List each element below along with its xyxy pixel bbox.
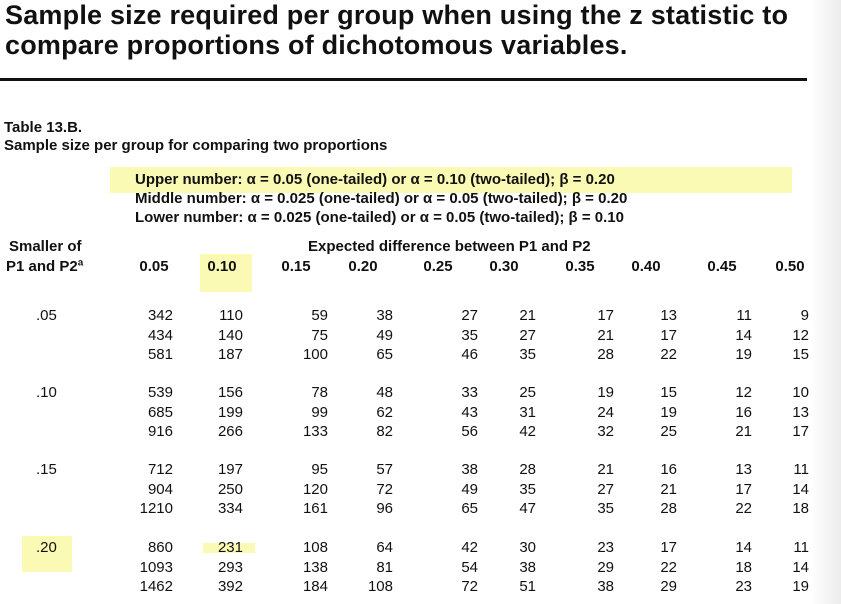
table-cell: 27: [597, 480, 614, 498]
table-cell: 96: [376, 500, 393, 517]
table-cell: 14: [792, 558, 809, 576]
table-cell: 51: [519, 578, 536, 595]
table-cell: 47: [519, 500, 536, 517]
table-cell: 28: [519, 461, 536, 478]
table-cell: 9: [800, 307, 809, 324]
table-cell: 22: [735, 500, 752, 517]
table-cell: 64: [376, 539, 393, 556]
table-cell: 266: [217, 423, 243, 440]
table-cell: 11: [793, 539, 809, 556]
table-cell: 99: [311, 403, 328, 421]
column-header: 0.50: [775, 258, 805, 275]
column-header: 0.25: [423, 258, 453, 275]
column-header: 0.45: [707, 258, 737, 275]
table-caption: Sample size per group for comparing two proportions: [4, 137, 388, 154]
table-cell: 27: [519, 326, 536, 344]
table-cell: 59: [311, 307, 328, 324]
table-cell: 904: [147, 480, 173, 498]
table-cell: 712: [147, 461, 173, 478]
table-cell: 161: [302, 500, 328, 517]
table-cell: 19: [597, 384, 614, 401]
table-cell: 23: [597, 539, 614, 556]
row-label: .20: [36, 539, 57, 556]
table-cell: 197: [217, 461, 243, 478]
table-cell: 199: [217, 403, 243, 421]
table-cell: 19: [735, 346, 752, 363]
table-cell: 342: [147, 307, 173, 324]
table-cell: 12: [735, 384, 752, 401]
table-cell: 29: [660, 578, 677, 595]
table-cell: 231: [217, 539, 243, 556]
column-group-header: Expected difference between P1 and P2: [308, 238, 591, 255]
table-cell: 95: [311, 461, 328, 478]
column-header: 0.40: [631, 258, 661, 275]
table-cell: 156: [217, 384, 243, 401]
table-cell: 29: [597, 558, 614, 576]
row-label: .15: [36, 461, 57, 478]
table-cell: 17: [660, 326, 677, 344]
row-label: .05: [36, 307, 57, 324]
table-cell: 14: [792, 480, 809, 498]
legend-lower: Lower number: α = 0.025 (one-tailed) or α = 0.05 (two-tailed); β = 0.10: [135, 209, 624, 226]
table-cell: 21: [597, 461, 614, 478]
table-cell: 14: [735, 539, 752, 556]
table-cell: 38: [461, 461, 478, 478]
table-cell: 15: [792, 346, 809, 363]
column-header: 0.35: [565, 258, 595, 275]
table-cell: 916: [147, 423, 173, 440]
table-cell: 17: [735, 480, 752, 498]
table-cell: 17: [660, 539, 677, 556]
table-cell: 108: [302, 539, 328, 556]
table-cell: 49: [376, 326, 393, 344]
table-cell: 1093: [139, 558, 173, 576]
table-cell: 27: [461, 307, 478, 324]
table-cell: 685: [147, 403, 173, 421]
table-cell: 110: [219, 307, 243, 324]
table-cell: 35: [519, 346, 536, 363]
table-cell: 133: [302, 423, 328, 440]
page-title: [5, 0, 788, 60]
table-cell: 392: [217, 578, 243, 595]
table-cell: 42: [519, 423, 536, 440]
table-cell: 434: [147, 326, 173, 344]
column-header: 0.15: [281, 258, 311, 275]
table-cell: 38: [376, 307, 393, 324]
table-cell: 78: [311, 384, 328, 401]
table-cell: 10: [792, 384, 809, 401]
table-cell: 16: [660, 461, 677, 478]
column-header: 0.20: [348, 258, 378, 275]
table-cell: 11: [736, 307, 752, 324]
table-cell: 31: [519, 403, 536, 421]
page-edge-shadow: [811, 0, 841, 604]
title-line-2: compare proportions of dichotomous variables.: [5, 30, 628, 60]
table-cell: 62: [376, 403, 393, 421]
table-cell: 38: [519, 558, 536, 576]
table-cell: 65: [461, 500, 478, 517]
row-header-line-2: P1 and P2ª: [6, 258, 84, 275]
table-cell: 1462: [139, 578, 173, 595]
table-cell: 81: [376, 558, 393, 576]
table-cell: 581: [147, 346, 173, 363]
table-cell: 30: [519, 539, 536, 556]
legend-middle: Middle number: α = 0.025 (one-tailed) or α = 0.05 (two-tailed); β = 0.20: [135, 190, 628, 207]
table-cell: 32: [597, 423, 614, 440]
table-cell: 860: [147, 539, 173, 556]
table-cell: 14: [735, 326, 752, 344]
table-cell: 18: [792, 500, 809, 517]
table-cell: 140: [217, 326, 243, 344]
table-cell: 11: [793, 461, 809, 478]
table-cell: 56: [461, 423, 478, 440]
table-cell: 72: [376, 480, 393, 498]
table-cell: 43: [461, 403, 478, 421]
table-cell: 13: [660, 307, 677, 324]
table-cell: 18: [735, 558, 752, 576]
table-cell: 17: [597, 307, 614, 324]
table-cell: 19: [660, 403, 677, 421]
table-cell: 57: [376, 461, 393, 478]
table-cell: 65: [376, 346, 393, 363]
table-cell: 82: [376, 423, 393, 440]
table-cell: 28: [660, 500, 677, 517]
table-cell: 35: [519, 480, 536, 498]
row-label: .10: [36, 384, 57, 401]
table-cell: 334: [217, 500, 243, 517]
table-cell: 13: [735, 461, 752, 478]
table-cell: 24: [597, 403, 614, 421]
table-cell: 21: [519, 307, 536, 324]
table-cell: 22: [660, 346, 677, 363]
table-cell: 21: [597, 326, 614, 344]
table-cell: 1210: [139, 500, 173, 517]
table-cell: 17: [792, 423, 809, 440]
table-cell: 13: [792, 403, 809, 421]
table-cell: 100: [302, 346, 328, 363]
table-cell: 28: [597, 346, 614, 363]
table-cell: 21: [735, 423, 752, 440]
title-line-1: Sample size required per group when using the z statistic to: [5, 0, 789, 30]
table-cell: 539: [147, 384, 173, 401]
table-cell: 21: [660, 480, 677, 498]
table-cell: 48: [376, 384, 393, 401]
row-header-line-1: Smaller of: [9, 238, 82, 255]
column-header: 0.30: [489, 258, 519, 275]
table-cell: 35: [461, 326, 478, 344]
table-number: Table 13.B.: [4, 119, 83, 136]
table-cell: 25: [660, 423, 677, 440]
table-cell: 187: [217, 346, 243, 363]
table-cell: 33: [461, 384, 478, 401]
table-cell: 184: [302, 578, 328, 595]
table-cell: 46: [461, 346, 478, 363]
table-cell: 23: [735, 578, 752, 595]
table-cell: 75: [311, 326, 328, 344]
title-rule: [0, 78, 807, 81]
table-cell: 12: [792, 326, 809, 344]
table-cell: 138: [302, 558, 328, 576]
table-cell: 49: [461, 480, 478, 498]
table-cell: 250: [217, 480, 243, 498]
table-cell: 72: [461, 578, 478, 595]
table-cell: 38: [597, 578, 614, 595]
legend-upper: Upper number: α = 0.05 (one-tailed) or α = 0.10 (two-tailed); β = 0.20: [135, 171, 615, 188]
table-cell: 16: [735, 403, 752, 421]
column-header: 0.05: [139, 258, 169, 275]
table-cell: 120: [302, 480, 328, 498]
column-header: 0.10: [207, 258, 237, 275]
table-cell: 19: [792, 578, 809, 595]
table-cell: 35: [597, 500, 614, 517]
table-cell: 42: [461, 539, 478, 556]
table-cell: 293: [217, 558, 243, 576]
table-cell: 15: [660, 384, 677, 401]
table-cell: 22: [660, 558, 677, 576]
table-cell: 25: [519, 384, 536, 401]
table-cell: 108: [367, 578, 393, 595]
table-cell: 54: [461, 558, 478, 576]
